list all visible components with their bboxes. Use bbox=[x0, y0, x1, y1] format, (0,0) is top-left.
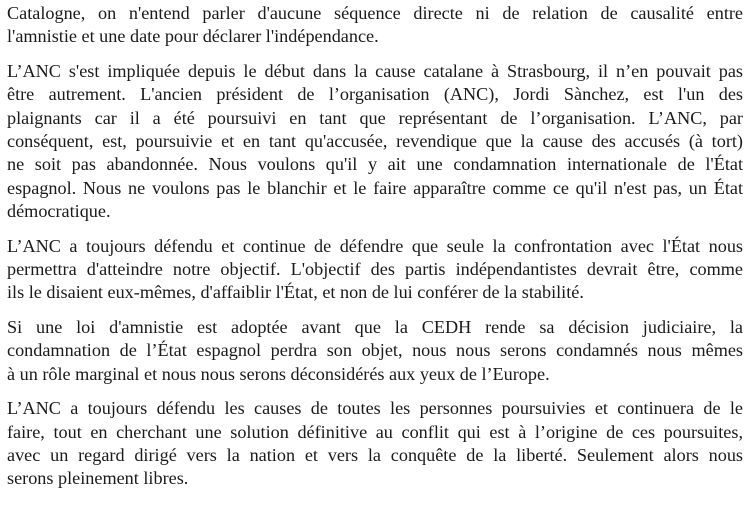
text-line: à un rôle marginal et nous nous serons déconsidérés aux yeux de l’Europe. bbox=[7, 363, 550, 384]
text-line: serons pleinement libres. bbox=[7, 468, 189, 489]
paragraph-4 bbox=[7, 316, 743, 386]
document-body bbox=[7, 0, 743, 491]
text-line: L’ANC a toujours défendu et continue de défendre que seule la confrontation avec l'État nous bbox=[7, 235, 743, 256]
text-line: ils le disaient eux-mêmes, d'affaiblir l'État, et non de lui conférer de la stabilité. bbox=[7, 282, 584, 303]
paragraph-2 bbox=[7, 60, 743, 224]
text-line: démocratique. bbox=[7, 201, 111, 222]
text-line: L’ANC s'est impliquée depuis le début dans la cause catalane à Strasbourg, il n’en pouvait pas bbox=[7, 60, 743, 81]
text-line: avec un regard dirigé vers la nation et vers la conquête de la liberté. Seulement alors nous bbox=[7, 444, 743, 465]
text-line: conséquent, est, poursuivie et en tant qu'accusée, revendique que la cause des accusés (à tort) bbox=[7, 131, 743, 152]
text-line: Si une loi d'amnistie est adoptée avant que la CEDH rende sa décision judiciaire, la bbox=[7, 316, 743, 337]
text-line: l'amnistie et une date pour déclarer l'indépendance. bbox=[7, 26, 379, 47]
paragraph-3 bbox=[7, 235, 743, 305]
text-line: plaignants car il a été poursuivi en tant que représentant de l’organisation. L’ANC, par bbox=[7, 107, 743, 128]
text-line: espagnol. Nous ne voulons pas le blanchir et le faire apparaître comme ce qu'il n'est pas, un État bbox=[7, 177, 743, 198]
text-line: condamnation de l’État espagnol perdra son objet, nous nous serons condamnés nous mêmes bbox=[7, 340, 743, 361]
text-line: L’ANC a toujours défendu les causes de toutes les personnes poursuivies et continuera de le bbox=[7, 398, 743, 419]
text-line: permettra d'atteindre notre objectif. L'objectif des partis indépendantistes devrait être, comme bbox=[7, 259, 743, 280]
paragraph-1 bbox=[7, 2, 743, 49]
text-line: ne soit pas abandonnée. Nous voulons qu'il y ait une condamnation internationale de l'État bbox=[7, 154, 743, 175]
text-line: être autrement. L'ancien président de l’organisation (ANC), Jordi Sànchez, est l'un des bbox=[7, 84, 743, 105]
text-line: faire, tout en cherchant une solution définitive au conflit qui est à l’origine de ces poursuites, bbox=[7, 421, 743, 442]
paragraph-5 bbox=[7, 397, 743, 491]
text-line: Catalogne, on n'entend parler d'aucune séquence directe ni de relation de causalité entre bbox=[7, 3, 743, 23]
